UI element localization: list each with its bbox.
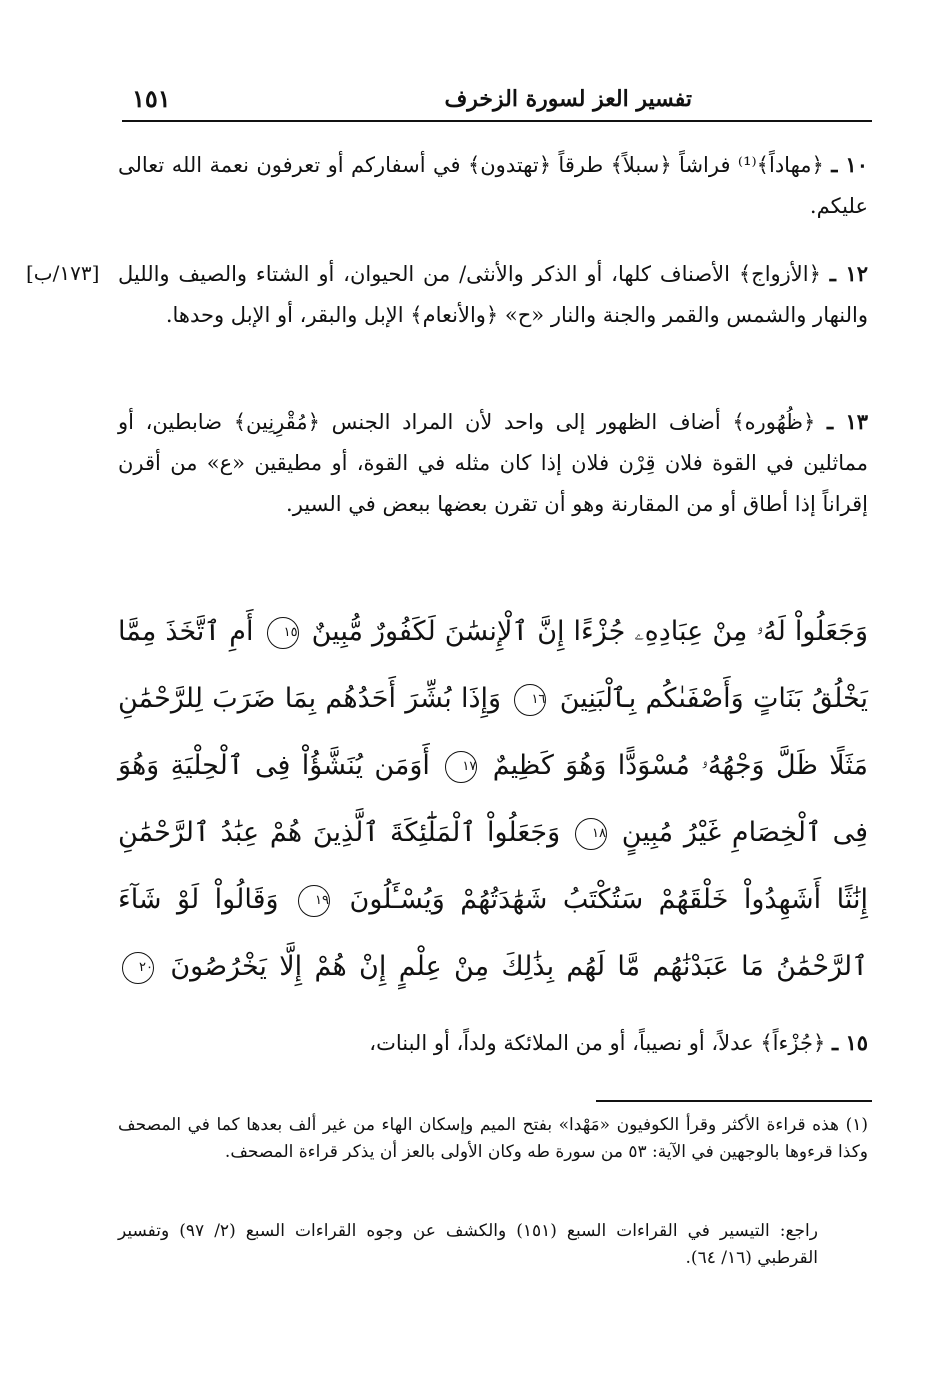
running-title: تفسير العز لسورة الزخرف	[444, 86, 692, 112]
quran-verse-text: وَجَعَلُواْ ٱلْمَلَٰٓئِكَةَ ٱلَّذِينَ هُمْ عِبَٰدُ ٱلرَّحْمَٰنِ إِنَٰثًا أَشَهِدُواْ خَلْقَهُمْ سَتُكْتَبُ شَهَٰدَتُهُمْ وَيُسْـَٔلُونَ	[118, 817, 868, 915]
ayah-number-marker: ٢٠	[122, 952, 154, 984]
quran-line	[118, 598, 868, 1000]
ayah-number-marker: ١٦	[514, 684, 546, 716]
footnote-number: (١)	[845, 1115, 868, 1135]
ayah-number-marker: ١٨	[575, 818, 607, 850]
commentary-paragraph-12	[118, 253, 868, 336]
verse-ref-number: ١٥ ـ	[831, 1030, 868, 1055]
quran-verse-text: وَقَالُواْ لَوْ شَآءَ ٱلرَّحْمَٰنُ مَا عَبَدْنَٰهُم مَّا لَهُم بِذَٰلِكَ مِنْ عِلْمٍ إِنْ هُمْ إِلَّا يَخْرُصُونَ	[118, 884, 868, 982]
running-header	[122, 78, 872, 122]
quran-verse-text: أَوَمَن يُنَشَّؤُاْ فِى ٱلْحِلْيَةِ وَهُوَ فِى ٱلْخِصَامِ غَيْرُ مُبِينٍ	[118, 750, 868, 848]
ayah-number-marker: ١٧	[445, 751, 477, 783]
footnote-text: راجع: التيسير في القراءات السبع (١٥١) والكشف عن وجوه القراءات السبع (٢/ ٩٧) وتفسير القرطبي (١٦/ ٦٤).	[118, 1221, 818, 1268]
header-rule	[122, 120, 872, 122]
page-number: ١٥١	[132, 84, 171, 113]
commentary-paragraph-10	[118, 144, 868, 227]
ayah-number-marker: ١٥	[267, 617, 299, 649]
quran-verse-text: أَمِ ٱتَّخَذَ مِمَّا يَخْلُقُ بَنَاتٍ وَأَصْفَىٰكُم بِٱلْبَنِينَ	[118, 616, 868, 714]
verse-ref-number: ١٠ ـ	[831, 152, 868, 177]
commentary-text: ﴿مهاداً﴾⁽¹⁾ فراشاً ﴿سبلاً﴾ طرقاً ﴿تهتدون﴾ في أسفاركم أو تعرفون نعمة الله تعالى عليكم.	[118, 153, 868, 218]
verse-ref-number: ١٣ ـ	[827, 409, 869, 434]
quran-verses-block	[118, 598, 868, 1000]
footnote-1	[118, 1112, 868, 1166]
commentary-text: ﴿جُزْءاً﴾ عدلاً، أو نصيباً، أو من الملائكة ولداً، أو البنات،	[369, 1031, 826, 1055]
quran-verse-text: وَإِذَا بُشِّرَ أَحَدُهُم بِمَا ضَرَبَ لِلرَّحْمَٰنِ مَثَلًا ظَلَّ وَجْهُهُۥ مُسْوَدًّا وَهُوَ كَظِيمٌ	[118, 683, 868, 781]
ayah-number-marker: ١٩	[298, 885, 330, 917]
footnote-separator	[596, 1100, 872, 1102]
footnote-text: هذه قراءة الأكثر وقرأ الكوفيون «مَهْدا» بفتح الميم وإسكان الهاء من غير ألف بعدها كما في المصحف وكذا قرءوها بالوجهين في الآية: ٥٣ من سورة طه وكان الأولى بالعز أن يذكر قراءة المصحف.	[118, 1115, 868, 1162]
commentary-paragraph-13	[118, 401, 868, 525]
quran-verse-text: وَجَعَلُواْ لَهُۥ مِنْ عِبَادِهِۦ جُزْءًا إِنَّ ٱلْإِنسَٰنَ لَكَفُورٌ مُّبِينٌ	[311, 616, 869, 647]
manuscript-margin-note: [١٧٣/ب]	[26, 261, 100, 285]
footnote-references	[118, 1218, 818, 1272]
commentary-text: ﴿ظُهُوره﴾ أضاف الظهور إلى واحد لأن المراد الجنس ﴿مُقْرِنِين﴾ ضابطين، أو مماثلين في القوة فلان قِرْن فلان إذا كان مثله في القوة، أو مطيقين «ع» من أقرن إقراناً إذا أطاق أو من المقارنة وهو أن تقرن بعضها ببعض في السير.	[118, 410, 868, 516]
commentary-paragraph-15	[118, 1022, 868, 1064]
verse-ref-number: ١٢ ـ	[829, 261, 868, 286]
commentary-text: ﴿الأزواج﴾ الأصناف كلها، أو الذكر والأنثى/ من الحيوان، أو الشتاء والصيف والليل والنهار والشمس والقمر والجنة والنار «ح» ﴿والأنعام﴾ الإبل والبقر، أو الإبل وحدها.	[118, 262, 868, 327]
